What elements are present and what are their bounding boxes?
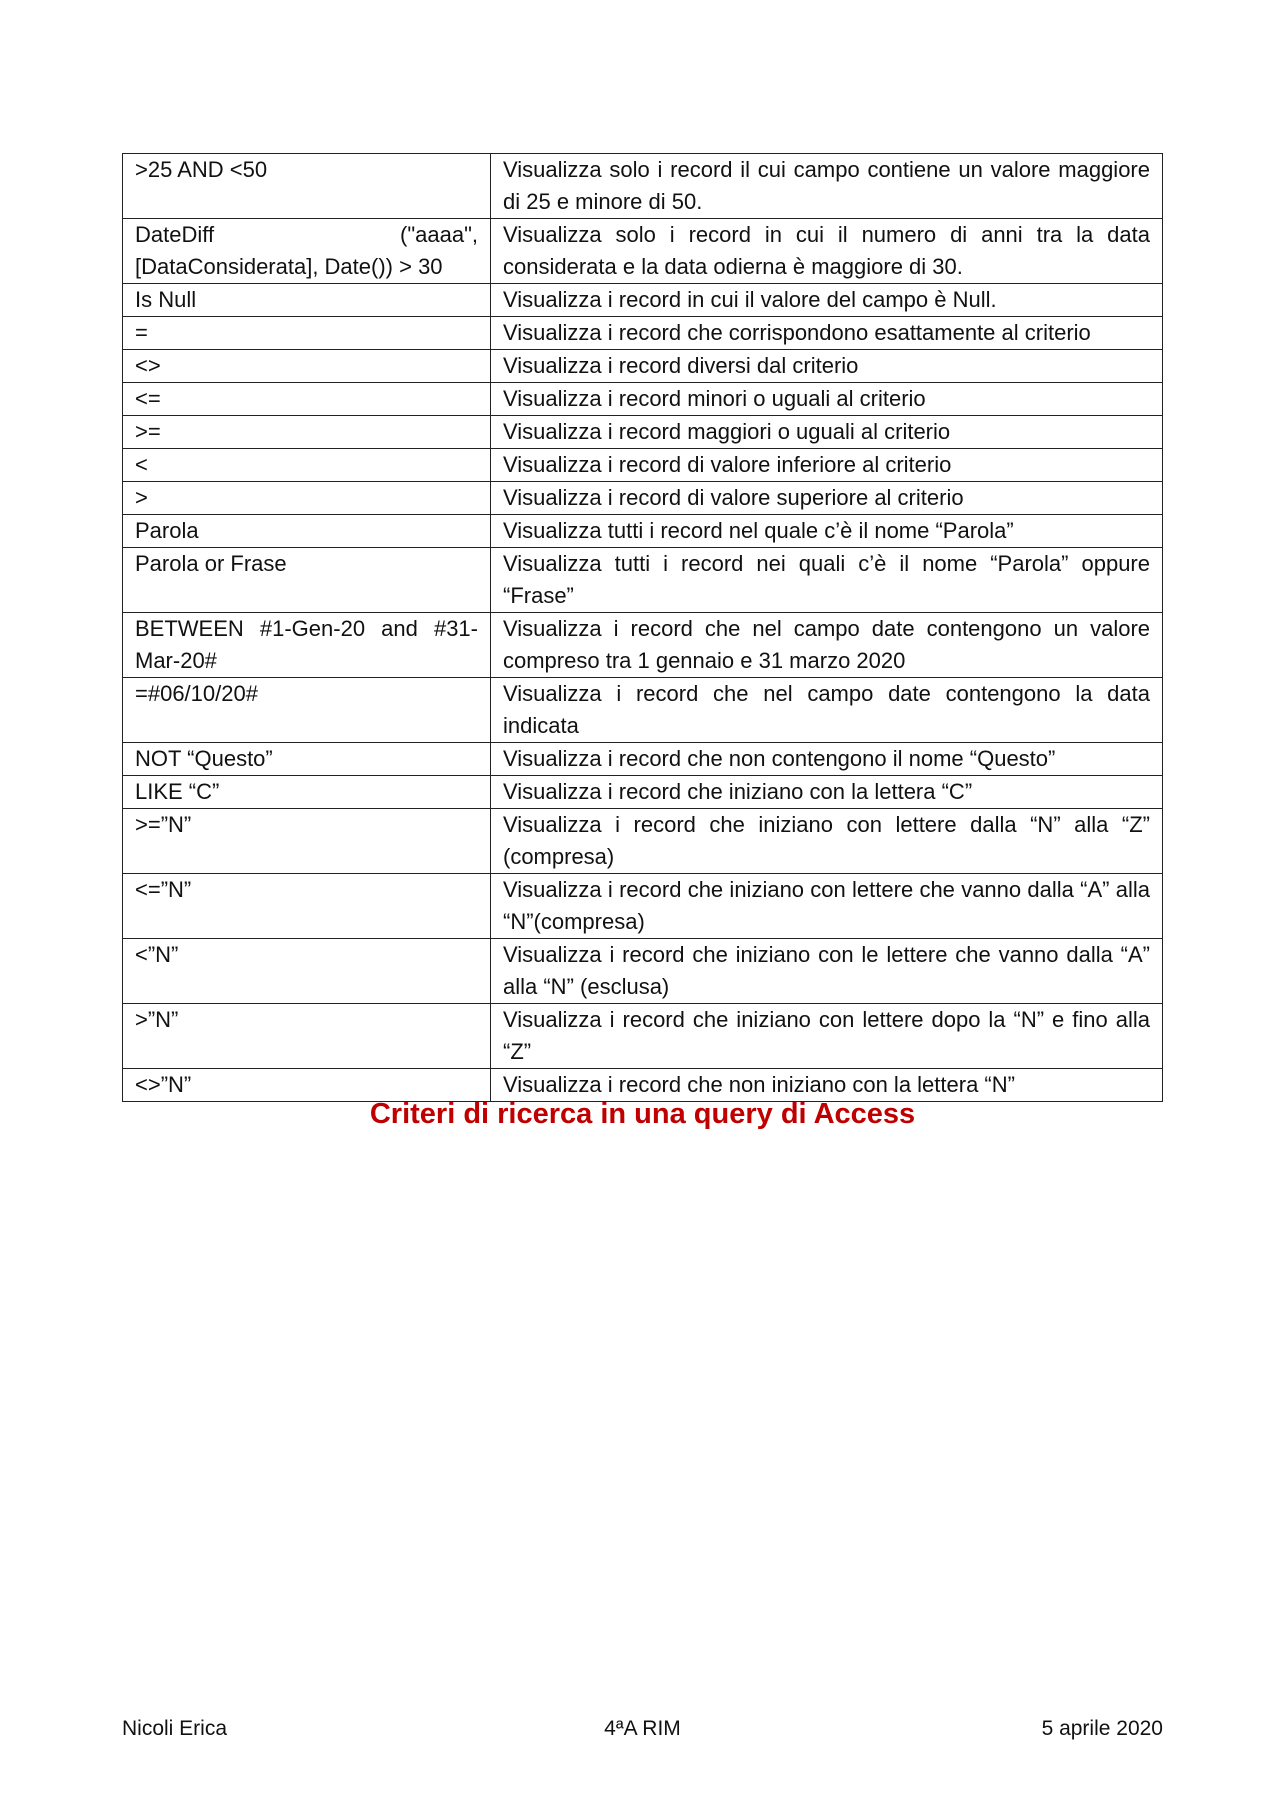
description-cell: Visualizza i record diversi dal criterio [491, 350, 1163, 383]
description-cell: Visualizza i record minori o uguali al criterio [491, 383, 1163, 416]
criterion-cell: > [123, 482, 491, 515]
table-row [123, 613, 1163, 678]
footer-date: 5 aprile 2020 [1041, 1717, 1163, 1740]
description-cell: Visualizza i record che iniziano con le lettere che vanno dalla “A” alla “N” (esclusa) [491, 939, 1163, 1004]
description-cell: Visualizza i record che nel campo date contengono un valore compreso tra 1 gennaio e 31 marzo 2020 [491, 613, 1163, 678]
criterion-cell: = [123, 317, 491, 350]
criterion-cell: >=”N” [123, 809, 491, 874]
criterion-cell: <”N” [123, 939, 491, 1004]
criterion-cell: >25 AND <50 [123, 154, 491, 219]
description-cell: Visualizza i record di valore superiore al criterio [491, 482, 1163, 515]
criterion-cell: <> [123, 350, 491, 383]
description-cell: Visualizza i record che iniziano con la lettera “C” [491, 776, 1163, 809]
description-cell: Visualizza i record che non iniziano con la lettera “N” [491, 1069, 1163, 1102]
description-cell: Visualizza solo i record il cui campo contiene un valore maggiore di 25 e minore di 50. [491, 154, 1163, 219]
table-row [123, 383, 1163, 416]
description-cell: Visualizza i record che nel campo date contengono la data indicata [491, 678, 1163, 743]
table-row [123, 1004, 1163, 1069]
footer-class: 4ªA RIM [604, 1717, 681, 1740]
table-row [123, 776, 1163, 809]
criterion-cell: Parola [123, 515, 491, 548]
table-row [123, 939, 1163, 1004]
criterion-cell: BETWEEN #1-Gen-20 and #31-Mar-20# [123, 613, 491, 678]
table-row [123, 548, 1163, 613]
table-row [123, 1069, 1163, 1102]
criterion-cell: =#06/10/20# [123, 678, 491, 743]
table-row [123, 284, 1163, 317]
criterion-cell: <=”N” [123, 874, 491, 939]
table-row [123, 154, 1163, 219]
criterion-cell: <= [123, 383, 491, 416]
criteria-table [122, 153, 1163, 1102]
criterion-cell: LIKE “C” [123, 776, 491, 809]
table-row [123, 809, 1163, 874]
criterion-cell: DateDiff ("aaaa", [DataConsiderata], Date()) > 30 [123, 219, 491, 284]
criterion-cell: >”N” [123, 1004, 491, 1069]
description-cell: Visualizza solo i record in cui il numero di anni tra la data considerata e la data odierna è maggiore di 30. [491, 219, 1163, 284]
footer-author: Nicoli Erica [122, 1717, 228, 1740]
table-row [123, 416, 1163, 449]
table-row [123, 678, 1163, 743]
description-cell: Visualizza i record che iniziano con lettere che vanno dalla “A” alla “N”(compresa) [491, 874, 1163, 939]
description-cell: Visualizza i record che corrispondono esattamente al criterio [491, 317, 1163, 350]
page-footer [122, 1717, 1163, 1747]
description-cell: Visualizza i record che iniziano con lettere dopo la “N” e fino alla “Z” [491, 1004, 1163, 1069]
table-row [123, 350, 1163, 383]
criterion-cell: >= [123, 416, 491, 449]
criterion-cell: NOT “Questo” [123, 743, 491, 776]
description-cell: Visualizza tutti i record nei quali c’è il nome “Parola” oppure “Frase” [491, 548, 1163, 613]
criterion-cell: Parola or Frase [123, 548, 491, 613]
table-row [123, 449, 1163, 482]
criterion-cell: <>”N” [123, 1069, 491, 1102]
description-cell: Visualizza tutti i record nel quale c’è il nome “Parola” [491, 515, 1163, 548]
description-cell: Visualizza i record che iniziano con lettere dalla “N” alla “Z” (compresa) [491, 809, 1163, 874]
table-row [123, 743, 1163, 776]
criteria-table-body [123, 154, 1163, 1102]
table-row [123, 482, 1163, 515]
description-cell: Visualizza i record che non contengono il nome “Questo” [491, 743, 1163, 776]
description-cell: Visualizza i record in cui il valore del campo è Null. [491, 284, 1163, 317]
table-row [123, 874, 1163, 939]
table-row [123, 219, 1163, 284]
description-cell: Visualizza i record maggiori o uguali al criterio [491, 416, 1163, 449]
table-caption: Criteri di ricerca in una query di Access [369, 1098, 916, 1130]
criterion-cell: < [123, 449, 491, 482]
table-row [123, 515, 1163, 548]
table-row [123, 317, 1163, 350]
description-cell: Visualizza i record di valore inferiore al criterio [491, 449, 1163, 482]
criterion-cell: Is Null [123, 284, 491, 317]
